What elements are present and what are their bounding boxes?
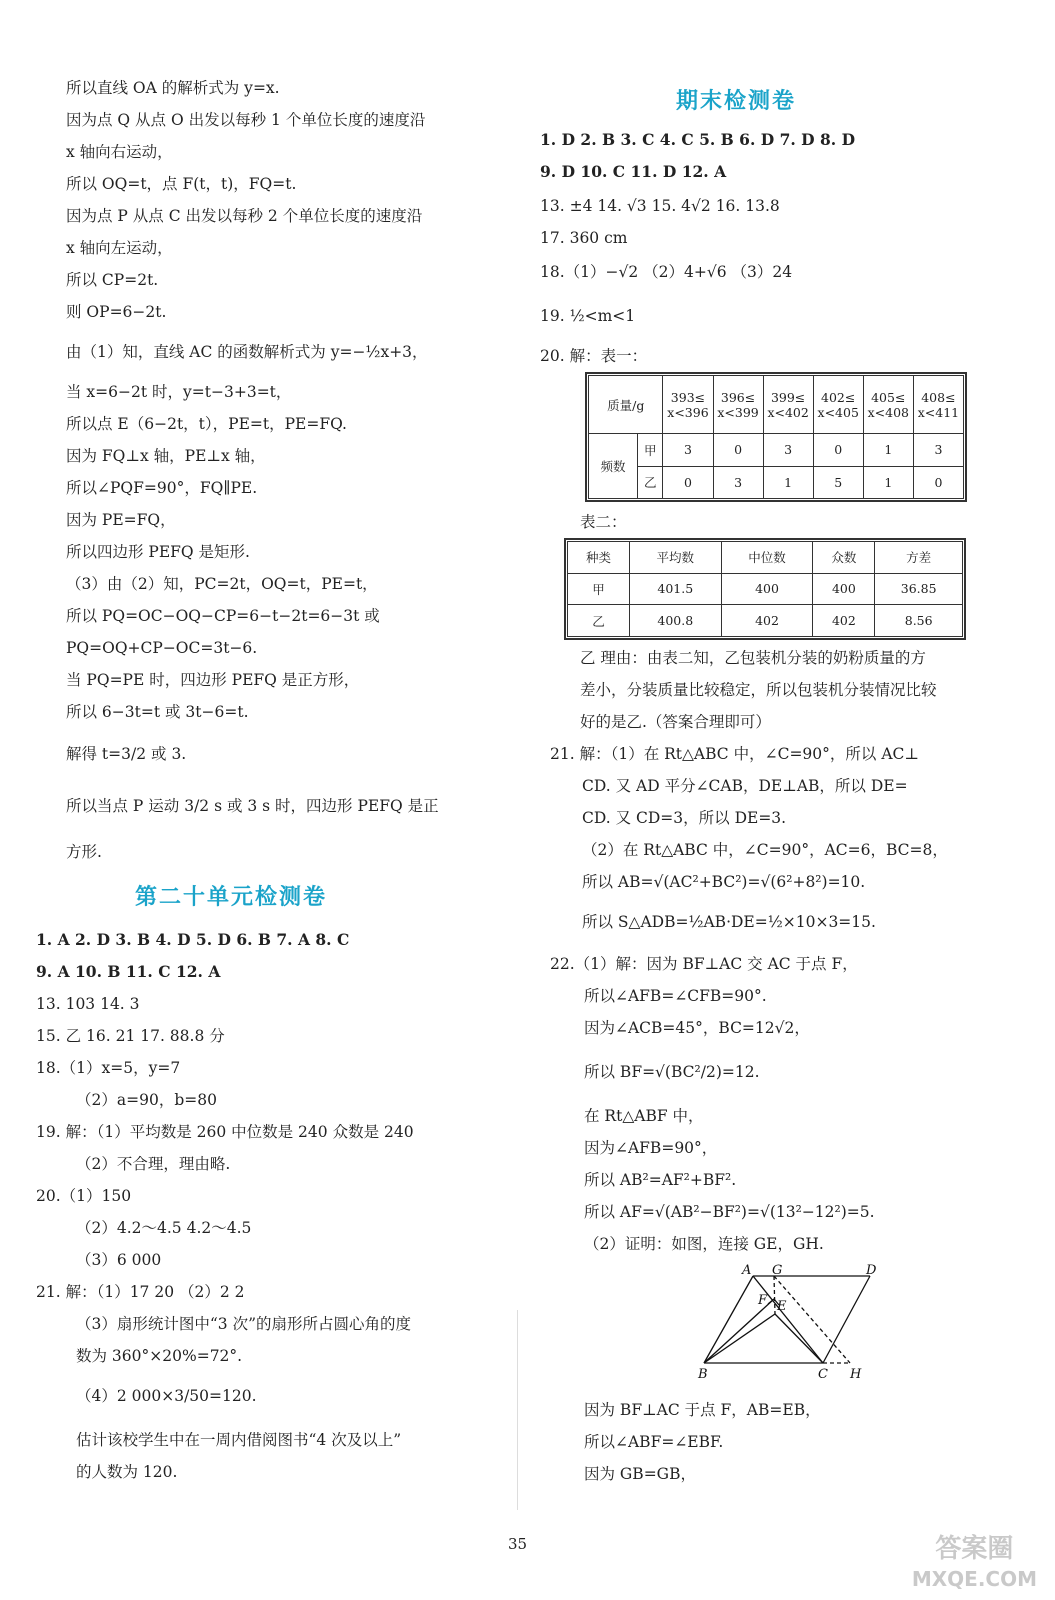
- text-line: 所以 S△ADB=½AB·DE=½×10×3=15.: [582, 913, 876, 931]
- watermark-logo: [912, 1534, 1037, 1594]
- text-line: 所以 OQ=t，点 F(t，t)，FQ=t.: [66, 175, 297, 193]
- table-header-cell: 399≤ x<402: [763, 376, 813, 434]
- table-cell: 1: [863, 434, 913, 467]
- answer-line: 13. 103 14. 3: [36, 995, 140, 1013]
- text-line: 好的是乙.（答案合理即可）: [580, 713, 771, 731]
- text-line: 所以∠PQF=90°，FQ∥PE.: [66, 479, 258, 497]
- table-header-cell: 中位数: [721, 542, 813, 574]
- text-line: 因为 BF⊥AC 于点 F，AB=EB，: [584, 1401, 821, 1419]
- table-header-cell: 众数: [813, 542, 875, 574]
- text-line: CD. 又 CD=3，所以 DE=3.: [582, 809, 787, 827]
- table-cell: 5: [813, 466, 863, 499]
- text-line: 21. 解：（1）在 Rt△ABC 中，∠C=90°，所以 AC⊥: [550, 745, 919, 763]
- answer-line: （2）a=90，b=80: [76, 1091, 217, 1109]
- table-header-cell: 408≤ x<411: [913, 376, 963, 434]
- text-line: 由（1）知，直线 AC 的函数解析式为 y=−½x+3，: [66, 343, 428, 361]
- table-cell: 1: [763, 466, 813, 499]
- page-number: 35: [508, 1535, 528, 1553]
- watermark-text: 答案圈: [935, 1534, 1014, 1564]
- table-cell: 0: [713, 434, 763, 467]
- frequency-table: [588, 375, 964, 499]
- table-header-cell: 平均数: [629, 542, 721, 574]
- text-line: 所以 CP=2t.: [66, 271, 159, 289]
- answer-line: 15. 乙 16. 21 17. 88.8 分: [36, 1027, 225, 1045]
- table-cell: 400.8: [629, 605, 721, 637]
- answer-line: 1. D 2. B 3. C 4. C 5. B 6. D 7. D 8. D: [540, 130, 856, 149]
- text-line: 所以 AF=√(AB²−BF²)=√(13²−12²)=5.: [584, 1203, 875, 1221]
- text-line: 所以 AB=√(AC²+BC²)=√(6²+8²)=10.: [582, 873, 866, 891]
- text-line: PQ=OQ+CP−OC=3t−6.: [66, 639, 258, 657]
- table-cell: 乙: [637, 466, 662, 499]
- table-header-cell: 402≤ x<405: [813, 376, 863, 434]
- text-line: 因为 GB=GB，: [584, 1465, 696, 1483]
- text-line: 因为点 P 从点 C 出发以每秒 2 个单位长度的速度沿: [66, 207, 423, 225]
- text-line: 当 x=6−2t 时，y=t−3+3=t，: [66, 383, 292, 401]
- text-line: 所以直线 OA 的解析式为 y=x.: [66, 79, 280, 97]
- section-title-unit20: 第二十单元检测卷: [135, 885, 328, 910]
- table-cell: 乙: [568, 605, 630, 637]
- answer-line: 19. ½<m<1: [540, 307, 636, 325]
- answer-line: 1. A 2. D 3. B 4. D 5. D 6. B 7. A 8. C: [36, 930, 350, 949]
- section-title-final: 期末检测卷: [676, 89, 797, 114]
- table-cell: 0: [813, 434, 863, 467]
- text-line: 所以 BF=√(BC²/2)=12.: [584, 1063, 760, 1081]
- table-header-cell: 种类: [568, 542, 630, 574]
- table-cell: 甲: [637, 434, 662, 467]
- text-line: CD. 又 AD 平分∠CAB，DE⊥AB，所以 DE=: [582, 777, 908, 795]
- text-line: 所以点 E（6−2t，t），PE=t，PE=FQ.: [66, 415, 347, 433]
- table-header-cell: 393≤ x<396: [663, 376, 713, 434]
- text-line: 所以 6−3t=t 或 3t−6=t.: [66, 703, 249, 721]
- answer-line: （3）6 000: [76, 1251, 162, 1269]
- table-header-cell: 405≤ x<408: [863, 376, 913, 434]
- answer-line: 19. 解：（1）平均数是 260 中位数是 240 众数是 240: [36, 1123, 414, 1141]
- answer-line: （4）2 000×3/50=120.: [76, 1387, 257, 1405]
- text-line: 当 PQ=PE 时，四边形 PEFQ 是正方形，: [66, 671, 360, 689]
- table-header-cell: 质量/g: [589, 376, 663, 434]
- answer-line: 20. 解：表一：: [540, 347, 648, 365]
- geometry-figure: [690, 1258, 880, 1383]
- table-cell: 0: [663, 466, 713, 499]
- table-cell: 3: [763, 434, 813, 467]
- text-line: （2）在 Rt△ABC 中，∠C=90°，AC=6，BC=8，: [582, 841, 948, 859]
- figure-label-h: H: [850, 1367, 862, 1382]
- answer-line: 18.（1）x=5，y=7: [36, 1059, 181, 1077]
- table-cell: 36.85: [875, 573, 963, 605]
- text-line: 乙 理由：由表二知，乙包装机分装的奶粉质量的方: [580, 649, 926, 667]
- text-line: 因为∠AFB=90°，: [584, 1139, 718, 1157]
- text-line: 所以当点 P 运动 3/2 s 或 3 s 时，四边形 PEFQ 是正: [66, 797, 439, 815]
- statistics-table: [567, 541, 963, 637]
- text-line: 因为∠ACB=45°，BC=12√2，: [584, 1019, 810, 1037]
- table-cell: 0: [913, 466, 963, 499]
- text-line: 所以∠ABF=∠EBF.: [584, 1433, 724, 1451]
- text-line: 因为 PE=FQ，: [66, 511, 176, 529]
- text-line: x 轴向右运动，: [66, 143, 173, 161]
- text-line: 解得 t=3/2 或 3.: [66, 745, 187, 763]
- table-cell: 402: [721, 605, 813, 637]
- answer-line: 的人数为 120.: [76, 1463, 178, 1481]
- answer-line: （3）扇形统计图中“3 次”的扇形所占圆心角的度: [76, 1315, 411, 1333]
- answer-line: 9. D 10. C 11. D 12. A: [540, 162, 727, 181]
- text-line: （2）证明：如图，连接 GE，GH.: [584, 1235, 824, 1253]
- table-cell: 402: [813, 605, 875, 637]
- table-cell: 8.56: [875, 605, 963, 637]
- answer-line: 18.（1）−√2 （2）4+√6 （3）24: [540, 263, 793, 281]
- text-line: 因为 FQ⊥x 轴，PE⊥x 轴，: [66, 447, 266, 465]
- answer-line: （2）不合理，理由略.: [76, 1155, 231, 1173]
- table-cell: 400: [813, 573, 875, 605]
- table-cell: 401.5: [629, 573, 721, 605]
- table-cell: 甲: [568, 573, 630, 605]
- answer-line: 9. A 10. B 11. C 12. A: [36, 962, 221, 981]
- text-line: 差小，分装质量比较稳定，所以包装机分装情况比较: [580, 681, 937, 699]
- text-line: 则 OP=6−2t.: [66, 303, 167, 321]
- figure-label-b: B: [698, 1367, 708, 1382]
- text-line: 所以四边形 PEFQ 是矩形.: [66, 543, 250, 561]
- table-cell: 400: [721, 573, 813, 605]
- table-header-cell: 方差: [875, 542, 963, 574]
- figure-label-d: D: [866, 1263, 877, 1278]
- answer-line: 13. ±4 14. √3 15. 4√2 16. 13.8: [540, 197, 780, 215]
- table-cell: 3: [713, 466, 763, 499]
- figure-label-g: G: [772, 1263, 783, 1278]
- figure-label-a: A: [742, 1263, 752, 1278]
- figure-label-e: E: [777, 1299, 787, 1314]
- column-divider: [517, 1310, 518, 1510]
- text-line: 22.（1）解：因为 BF⊥AC 交 AC 于点 F，: [550, 955, 858, 973]
- table2-label: 表二：: [580, 513, 627, 531]
- answer-line: 数为 360°×20%=72°.: [76, 1347, 243, 1365]
- table-header-cell: 396≤ x<399: [713, 376, 763, 434]
- answer-line: 17. 360 cm: [540, 229, 628, 247]
- text-line: 因为点 Q 从点 O 出发以每秒 1 个单位长度的速度沿: [66, 111, 426, 129]
- text-line: 所以∠AFB=∠CFB=90°.: [584, 987, 767, 1005]
- text-line: 所以 PQ=OC−OQ−CP=6−t−2t=6−3t 或: [66, 607, 380, 625]
- answer-line: 20.（1）150: [36, 1187, 132, 1205]
- figure-label-f: F: [758, 1293, 768, 1308]
- text-line: x 轴向左运动，: [66, 239, 173, 257]
- text-line: （3）由（2）知，PC=2t，OQ=t，PE=t，: [66, 575, 378, 593]
- answer-line: 21. 解：（1）17 20 （2）2 2: [36, 1283, 245, 1301]
- text-line: 所以 AB²=AF²+BF².: [584, 1171, 737, 1189]
- figure-label-c: C: [818, 1367, 828, 1382]
- watermark-url: MXQE.COM: [911, 1567, 1037, 1591]
- table-cell: 频数: [589, 434, 638, 499]
- text-line: 方形.: [66, 843, 102, 861]
- table-cell: 3: [913, 434, 963, 467]
- text-line: 在 Rt△ABF 中，: [584, 1107, 704, 1125]
- answer-line: 估计该校学生中在一周内借阅图书“4 次及以上”: [76, 1431, 402, 1449]
- table-cell: 1: [863, 466, 913, 499]
- answer-line: （2）4.2～4.5 4.2～4.5: [76, 1219, 252, 1237]
- table-cell: 3: [663, 434, 713, 467]
